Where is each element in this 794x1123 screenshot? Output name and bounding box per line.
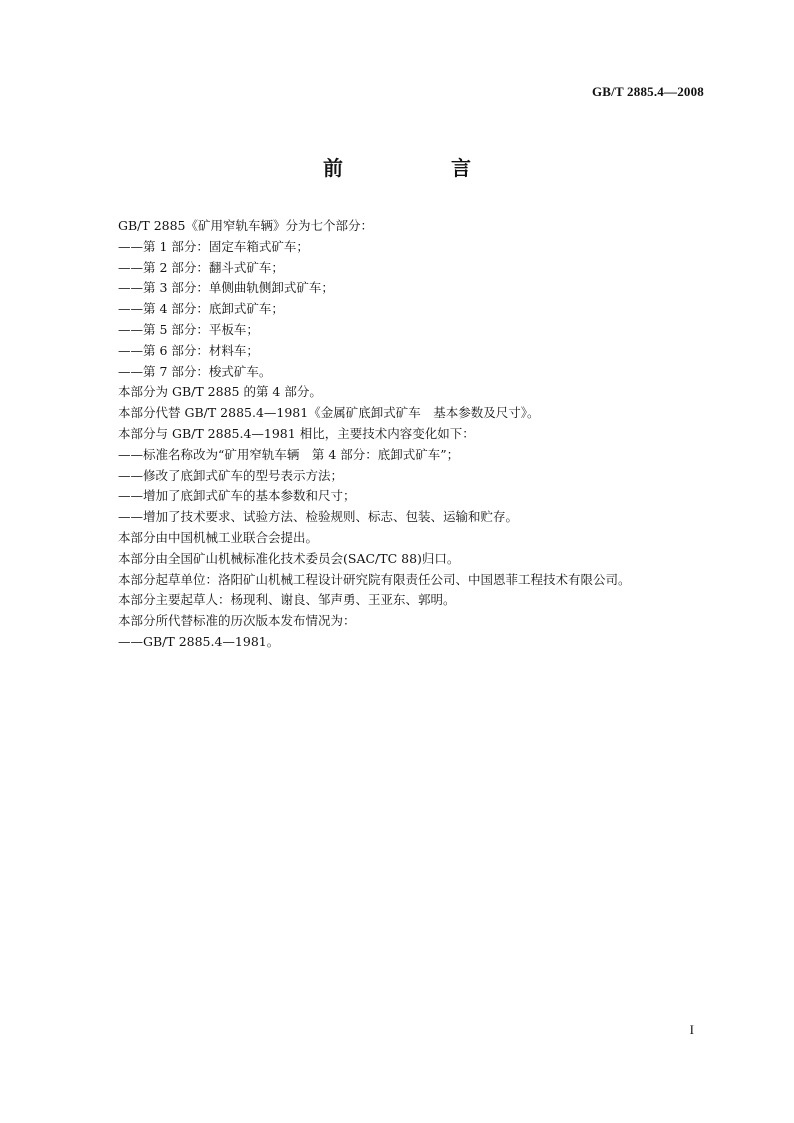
- intro-line: GB/T 2885《矿用窄轨车辆》分为七个部分：: [118, 218, 374, 233]
- part-list-item-3: ——第 3 部分：单侧曲轨侧卸式矿车；: [118, 280, 334, 296]
- part-list-item-6: ——第 6 部分：材料车；: [118, 342, 259, 358]
- history-item-1: ——GB/T 2885.4—1981。: [118, 633, 280, 649]
- part-list-item-2: ——第 2 部分：翻斗式矿车；: [118, 259, 284, 275]
- page-title: 前 言: [323, 156, 515, 180]
- part-list-item-7: ——第 7 部分：梭式矿车。: [118, 363, 272, 379]
- part-list-item-1: ——第 1 部分：固定车箱式矿车；: [118, 238, 309, 254]
- changes-intro: 本部分与 GB/T 2885.4—1981 相比，主要技术内容变化如下：: [118, 425, 475, 441]
- part-list-item-5: ——第 5 部分：平板车；: [118, 321, 259, 337]
- page-number: I: [689, 1022, 694, 1037]
- proposer-statement: 本部分由中国机械工业联合会提出。: [118, 529, 319, 545]
- drafters: 本部分主要起草人：杨现利、谢良、邹声勇、王亚东、郭明。: [118, 592, 456, 608]
- history-intro: 本部分所代替标准的历次版本发布情况为：: [118, 613, 356, 629]
- standard-code: GB/T 2885.4—2008: [591, 84, 704, 99]
- change-item-4: ——增加了技术要求、试验方法、检验规则、标志、包装、运输和贮存。: [118, 509, 519, 525]
- committee-statement: 本部分由全国矿山机械标准化技术委员会(SAC/TC 88)归口。: [118, 550, 460, 566]
- drafting-units: 本部分起草单位：洛阳矿山机械工程设计研究院有限责任公司、中国恩菲工程技术有限公司。: [118, 571, 631, 587]
- change-item-2: ——修改了底卸式矿车的型号表示方法；: [118, 467, 344, 483]
- change-item-1: ——标准名称改为“矿用窄轨车辆 第 4 部分：底卸式矿车”；: [118, 446, 460, 462]
- foreword-body: [118, 216, 718, 653]
- change-item-3: ——增加了底卸式矿车的基本参数和尺寸；: [118, 488, 356, 504]
- part-statement: 本部分为 GB/T 2885 的第 4 部分。: [118, 384, 322, 400]
- replacement-statement: 本部分代替 GB/T 2885.4—1981《金属矿底卸式矿车 基本参数及尺寸》。: [118, 405, 540, 421]
- part-list-item-4: ——第 4 部分：底卸式矿车；: [118, 301, 284, 317]
